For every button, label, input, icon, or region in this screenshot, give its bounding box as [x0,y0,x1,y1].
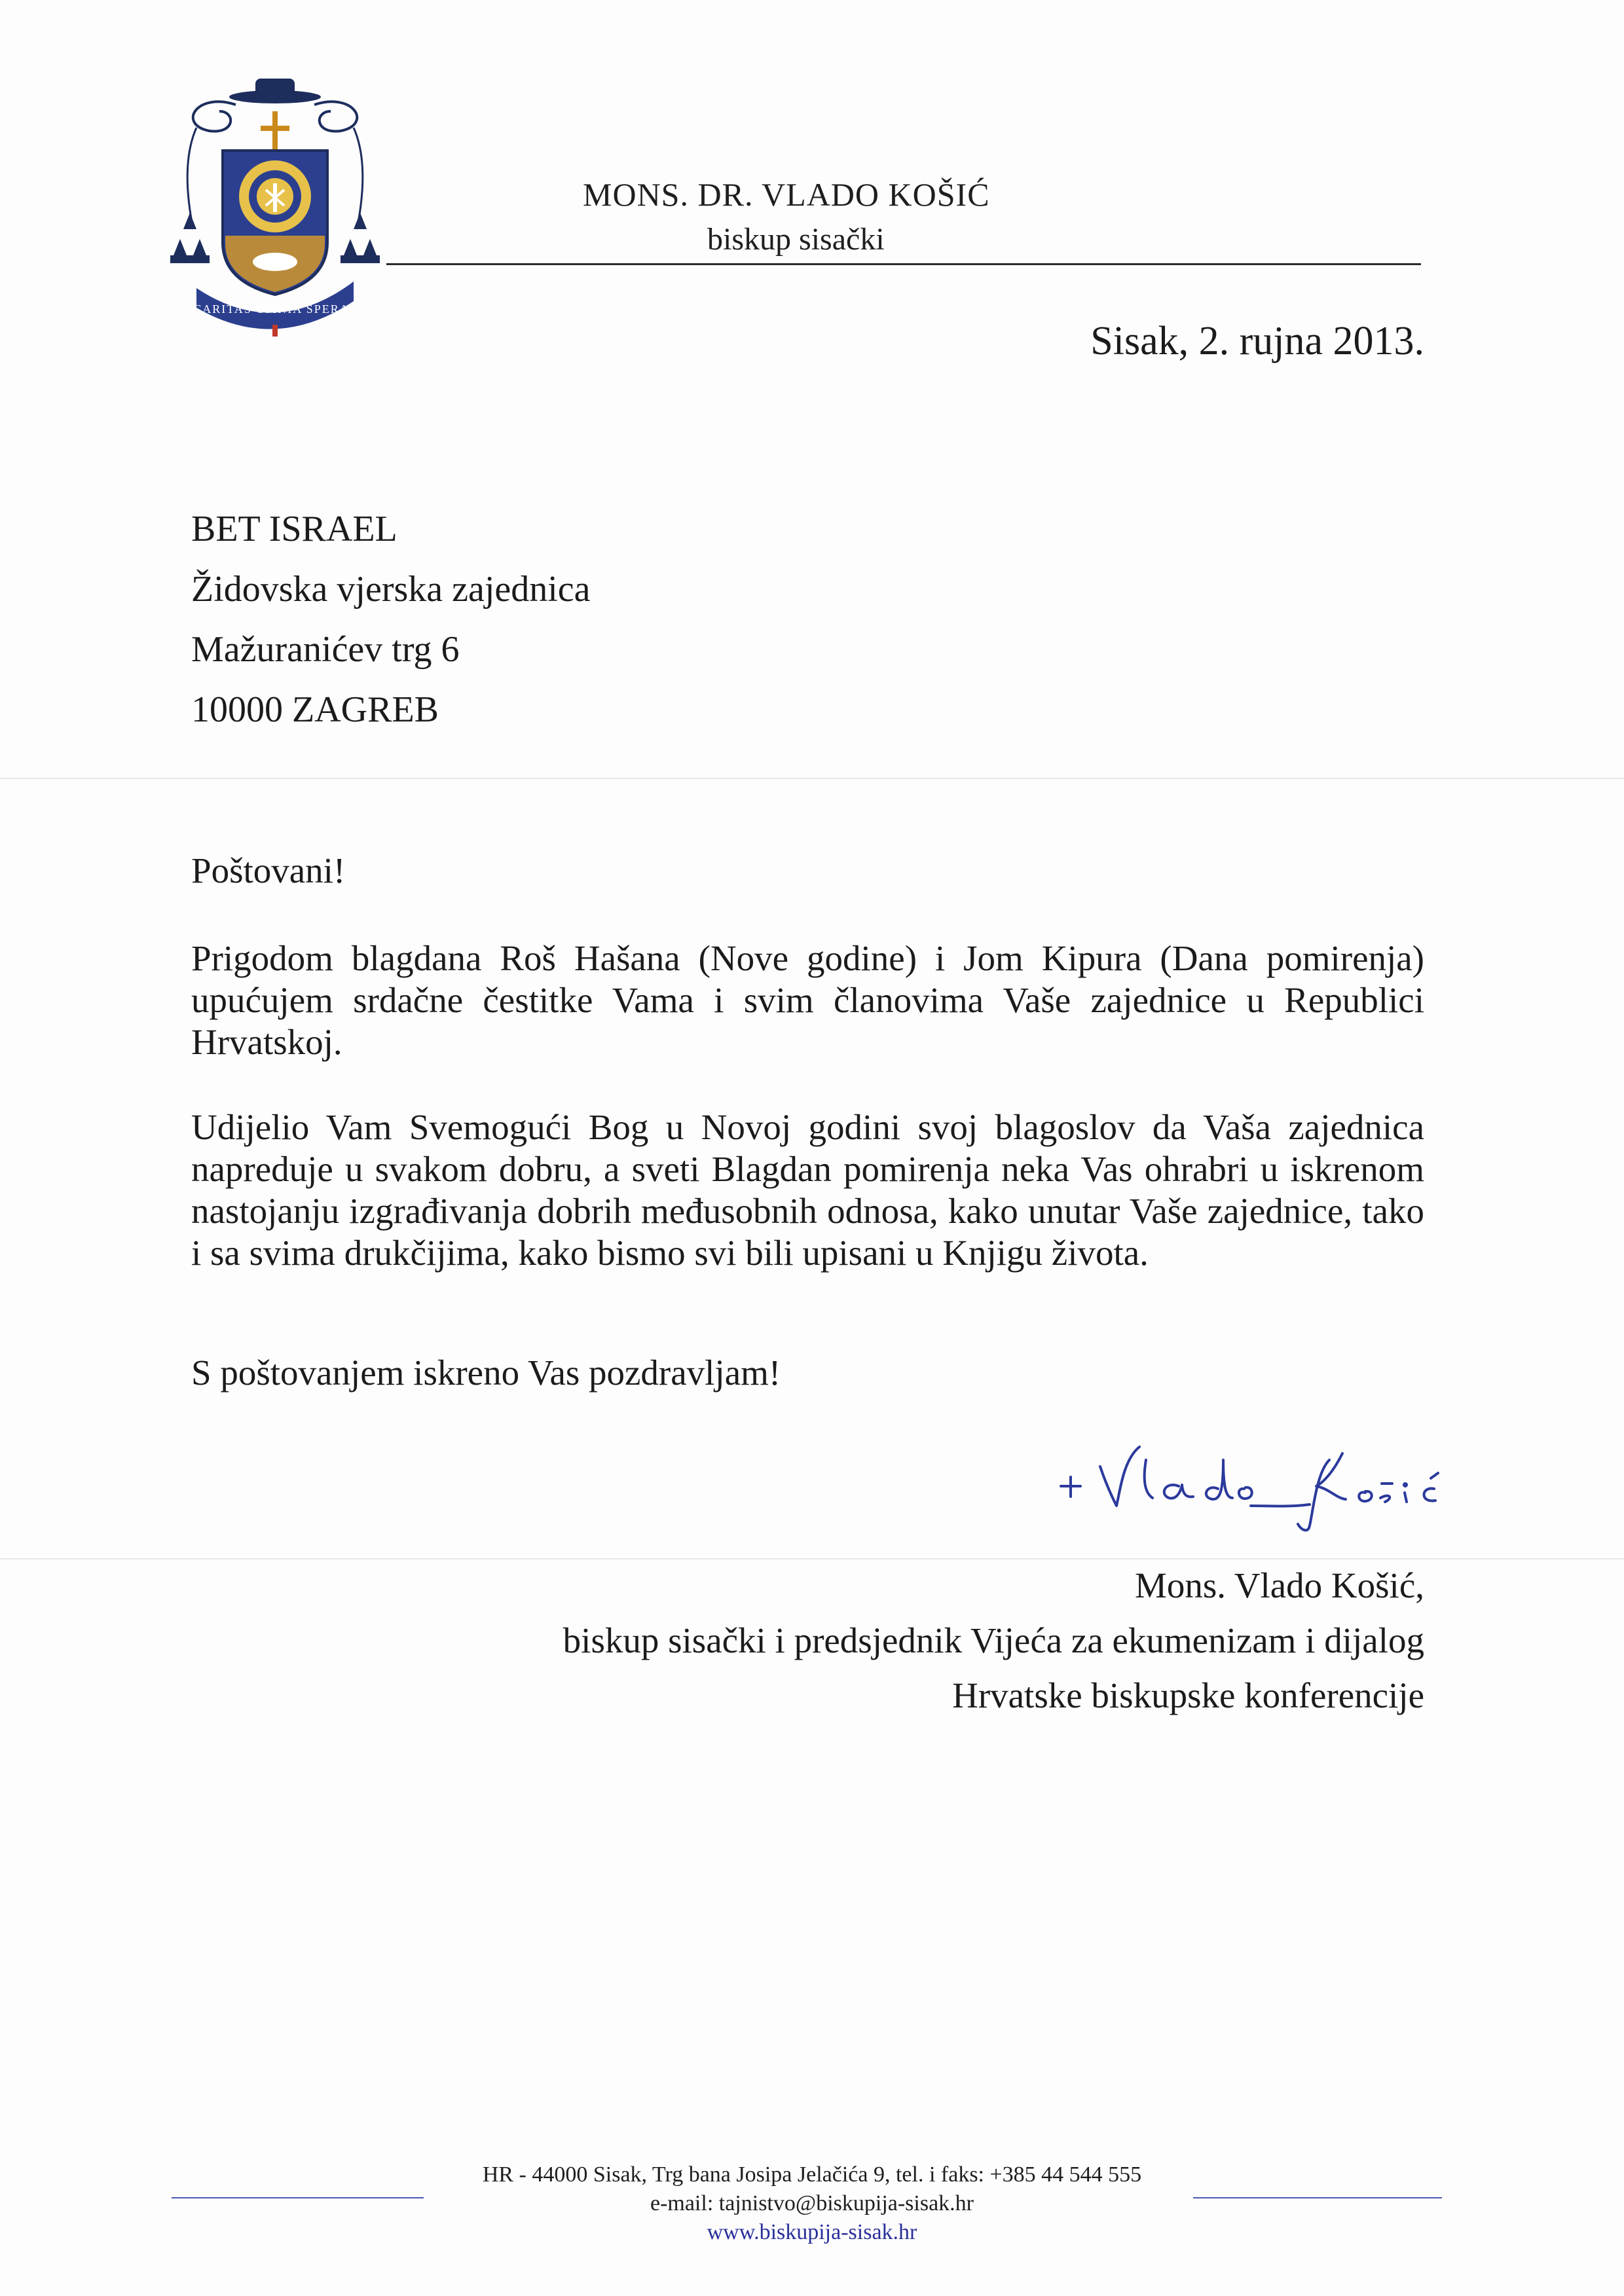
recipient-organization: Židovska vjerska zajednica [191,569,591,610]
recipient-name: BET ISRAEL [191,509,397,549]
recipient-street: Mažuranićev trg 6 [191,629,460,670]
letterhead-name: MONS. DR. VLADO KOŠIĆ [583,176,990,213]
paragraph-2: Udijelio Vam Svemogući Bog u Novoj godini svoj blagoslov da Vaša zajednica napreduje u svakom dobru, a sveti Blagdan pomirenja neka Vas ohrabri u iskrenom nastojanju izgrađivanja dobrih međusobnih odnosa, kako unutar Vaše zajednice, tako i sa svima drukčijima, kako bismo svi bili upisani u Knjigu života. [191,1107,1424,1273]
handwritten-signature [1054,1421,1460,1552]
paper-fold-line [0,778,1624,779]
greeting: Poštovani! [191,850,346,890]
recipient-address [191,499,591,740]
footer-address: HR - 44000 Sisak, Trg bana Josipa Jelačića 9, tel. i faks: +385 44 544 555 [482,2162,1142,2187]
footer [0,2160,1624,2247]
signatory-role-2: Hrvatske biskupske konferencije [952,1675,1424,1715]
coat-of-arms-icon [157,65,393,340]
paragraph-1: Prigodom blagdana Roš Hašana (Nove godine) i Jom Kipura (Dana pomirenja) upućujem srdačne čestitke Vama i svim članovima Vaše zajednice u Republici Hrvatskoj. [191,938,1424,1062]
letter-date: Sisak, 2. rujna 2013. [1090,319,1424,363]
footer-website-link[interactable]: www.biskupija-sisak.hr [707,2220,917,2244]
closing-line: S poštovanjem iskreno Vas pozdravljam! [191,1353,781,1393]
signatory-role-1: biskup sisački i predsjednik Vijeća za ekumenizam i dijalog [563,1620,1424,1660]
recipient-city: 10000 ZAGREB [191,689,439,730]
letterhead-title: biskup sisački [707,222,885,257]
signatory-name: Mons. Vlado Košić, [1134,1565,1424,1605]
svg-text:CARITAS OMNIA SPERAT: CARITAS OMNIA SPERAT [193,302,357,316]
letterhead-divider [386,263,1421,265]
footer-email-link[interactable]: e-mail: tajnistvo@biskupija-sisak.hr [650,2191,974,2215]
signature-block [563,1558,1424,1723]
